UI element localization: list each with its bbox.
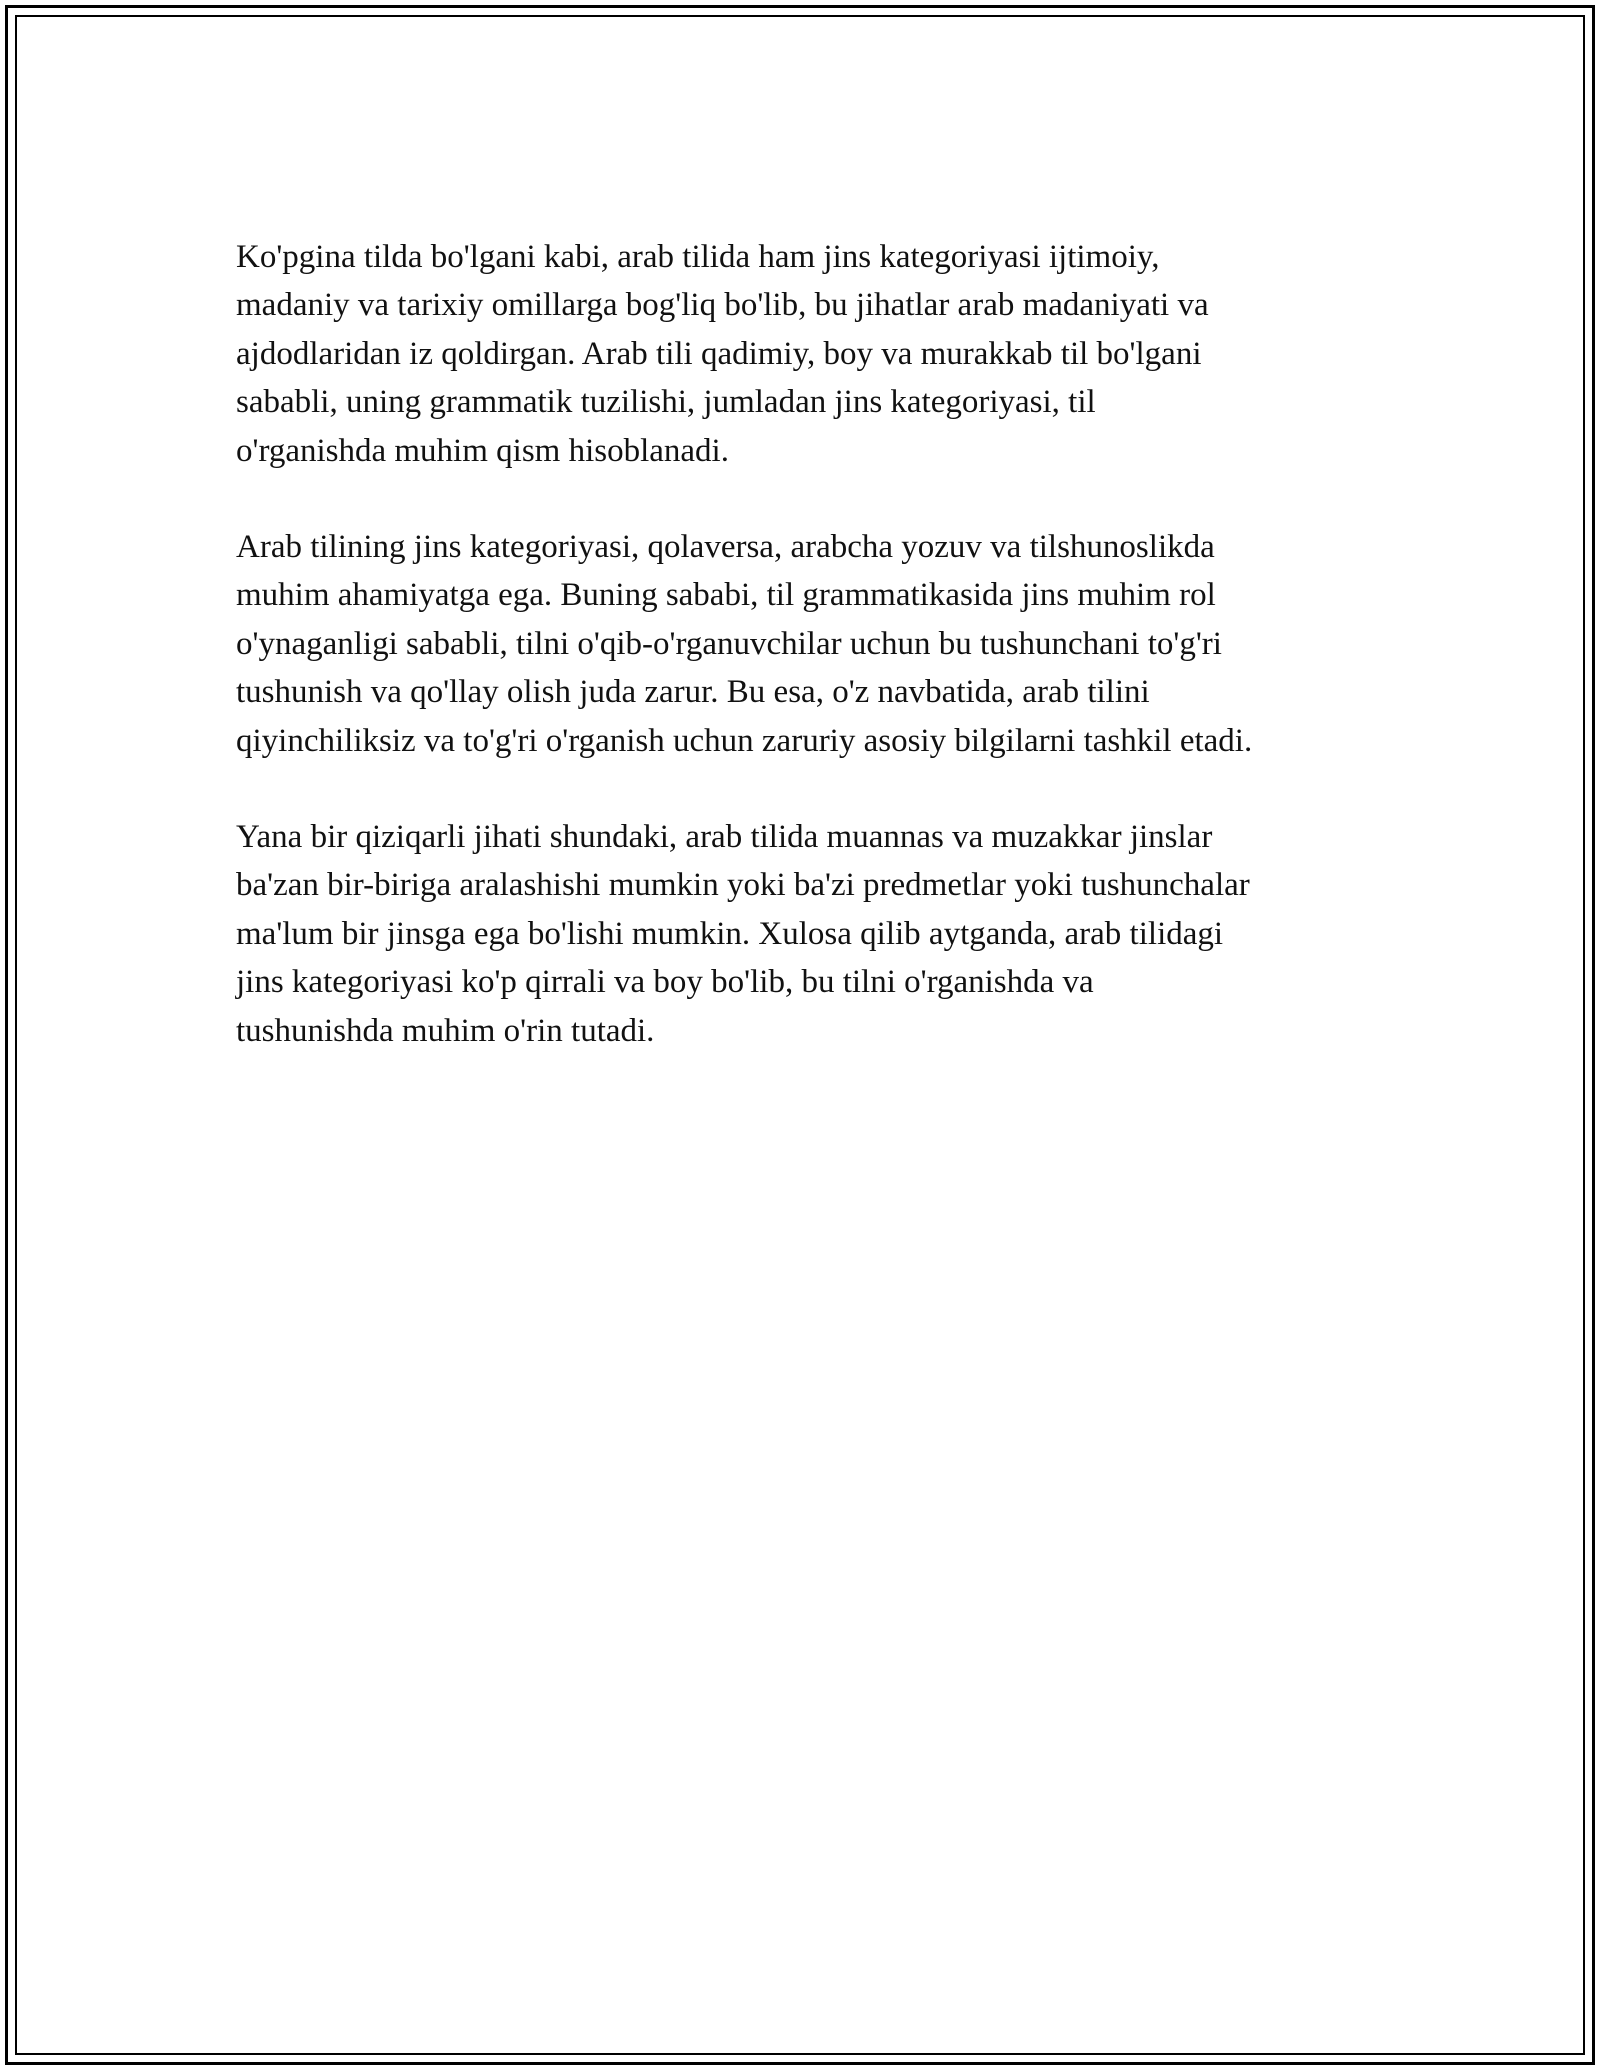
paragraph-3: Yana bir qiziqarli jihati shundaki, arab tilida muannas va muzakkar jinslar ba'zan bir-biriga aralashishi mumkin yoki ba'zi predmetlar yoki tushunchalar ma'lum bir jinsga ega bo'lishi mumkin. Xulosa qilib aytganda, arab tilidagi jins kategoriyasi ko'p qirrali va boy bo'lib, bu tilni o'rganishda va tushunishda muhim o'rin tutadi. <box>236 819 1250 1049</box>
paragraph-1: Ko'pgina tilda bo'lgani kabi, arab tilida ham jins kategoriyasi ijtimoiy, madaniy va tarixiy omillarga bog'liq bo'lib, bu jihatlar arab madaniyati va ajdodlaridan iz qoldirgan. Arab tili qadimiy, boy va murakkab til bo'lgani sababli, uning grammatik tuzilishi, jumladan jins kategoriyasi, til o'rganishda muhim qism hisoblanadi. <box>236 239 1209 469</box>
document-body <box>236 233 1376 1103</box>
paragraph-2: Arab tilining jins kategoriyasi, qolaversa, arabcha yozuv va tilshunoslikda muhim ahamiyatga ega. Buning sababi, til grammatikasida jins muhim rol o'ynaganligi sababli, tilni o'qib-o'rganuvchilar uchun bu tushunchani to'g'ri tushunish va qo'llay olish juda zarur. Bu esa, o'z navbatida, arab tilini qiyinchiliksiz va to'g'ri o'rganish uchun zaruriy asosiy bilgilarni tashkil etadi. <box>236 529 1253 759</box>
